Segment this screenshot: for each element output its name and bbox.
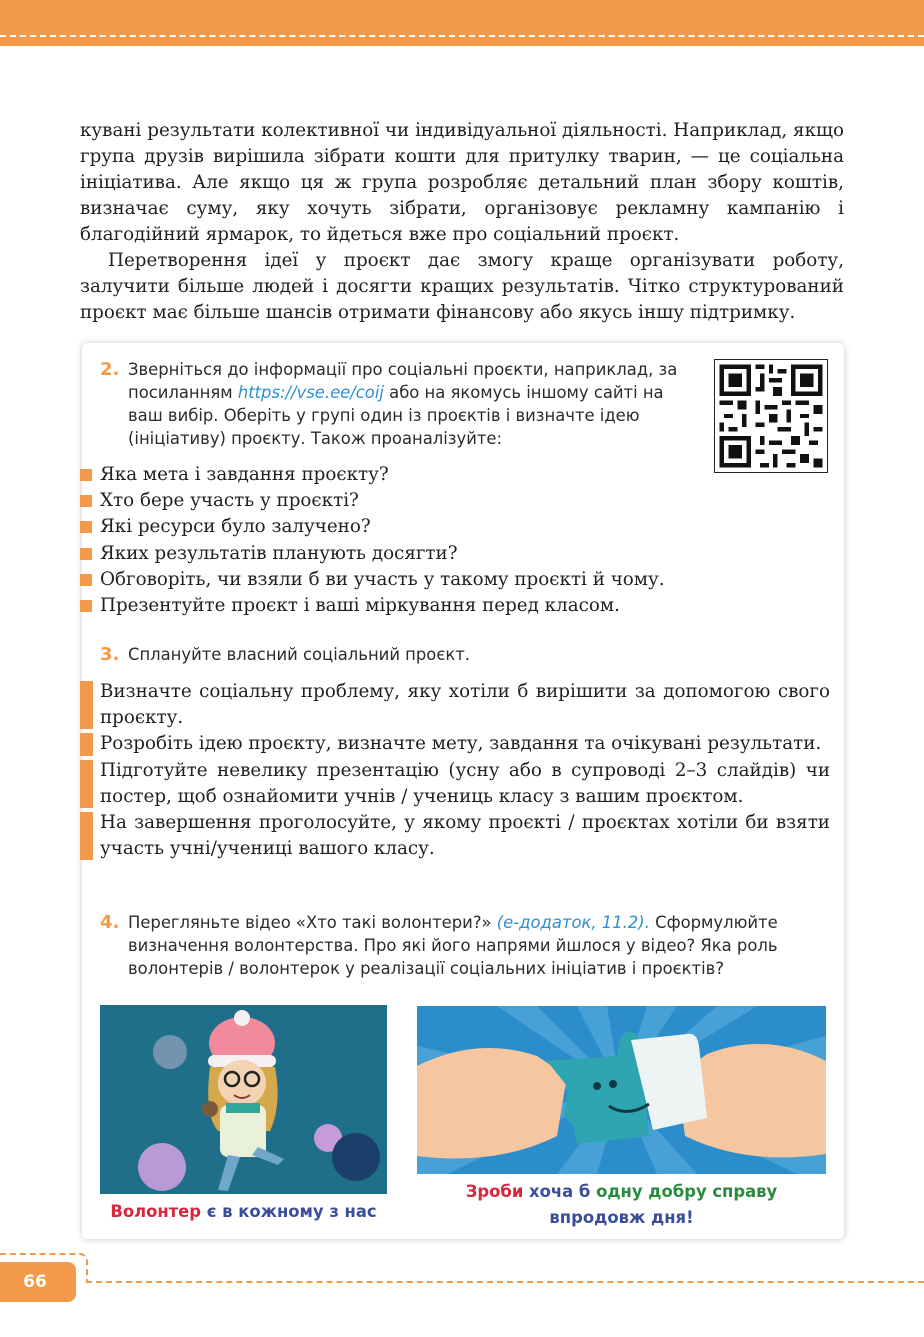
intro-paragraph-2: Перетворення ідеї у проєкт дає змогу краще організувати роботу, залучити більше людей і досягти кращих результатів. Чітко структурований проєкт має більше шансів отримати фінансову або якусь іншу підтримку. (80, 250, 844, 323)
page-number: 66 (23, 1272, 47, 1292)
task-3-number: 3. (100, 644, 120, 665)
task-3 (100, 643, 728, 666)
task-3-text: Сплануйте власний соціальний проєкт. (128, 645, 470, 664)
task-3-list (80, 679, 830, 862)
right-caption: Зроби хоча б одну добру справу впродовж дня! (465, 1182, 778, 1227)
bullet-bar-icon (80, 812, 93, 860)
list-item: Розробіть ідею проєкту, визначте мету, завдання та очікувані результати. (80, 731, 830, 757)
bullet-square-icon (80, 600, 92, 612)
list-item: Яких результатів планують досягти? (80, 541, 840, 567)
header-band (0, 0, 924, 46)
task-4-text-after: Сформулюйте визначення волонтерства. Про які його напрями йшлося у відео? Яка роль волонтерів / волонтерок у реалізації соціальних ініціатив і проєктів? (128, 913, 778, 978)
bullet-square-icon (80, 469, 92, 481)
intro-paragraph-1: кувані результати колективної чи індивідуальної діяльності. Наприклад, якщо група друзів вирішила зібрати кошти для притулку тварин, — це соціальна ініціатива. Але якщо ця ж група розробляє детальний план збору коштів, визначає суму, яку хочуть зібрати, організовує рекламну кампанію і благодійний ярмарок, то йдеться вже про соціальний проєкт. (80, 120, 844, 245)
bullet-square-icon (80, 521, 92, 533)
task-4 (100, 911, 828, 980)
volunteer-girl-illustration (100, 1005, 387, 1194)
list-item: Які ресурси було залучено? (80, 514, 840, 540)
list-item: Хто бере участь у проєкті? (80, 488, 840, 514)
footer-dashed-line (86, 1281, 924, 1283)
list-item: Яка мета і завдання проєкту? (80, 462, 840, 488)
qr-code-icon[interactable] (714, 359, 828, 473)
task-2-text-before: Зверніться до інформації про соціальні проєкти, наприклад, за посиланням (128, 360, 678, 402)
task-2-text-after: або на якомусь іншому сайті на ваш вибір. Оберіть у групі один із проєктів і визначте ідею (ініціативу) проєкту. Також проаналізуйте: (128, 383, 664, 448)
list-item: Визначте соціальну проблему, яку хотіли б вирішити за допомогою свого проєкту. (80, 679, 830, 731)
left-caption: Волонтер є в кожному з нас (110, 1202, 377, 1221)
task-4-number: 4. (100, 912, 120, 933)
bullet-square-icon (80, 495, 92, 507)
task-4-text-before: Перегляньте відео «Хто такі волонтери?» (128, 913, 492, 932)
list-item: Обговоріть, чи взяли б ви участь у такому проєкті й чому. (80, 567, 840, 593)
task-2-bullet-list (80, 462, 840, 619)
list-item: На завершення проголосуйте, у якому проєкті / проєктах хотіли би взяти участь учні/учениці вашого класу. (80, 810, 830, 862)
bullet-bar-icon (80, 760, 93, 808)
puzzle-hands-illustration (417, 1006, 826, 1174)
header-dashed-line (0, 35, 924, 37)
task-4-e-appendix-ref[interactable]: (е-додаток, 11.2). (496, 913, 650, 932)
bullet-bar-icon (80, 733, 93, 755)
bullet-square-icon (80, 548, 92, 560)
bullet-bar-icon (80, 681, 93, 729)
list-item: Підготуйте невелику презентацію (усну або в супроводі 2–3 слайдів) чи постер, щоб ознайомити учнів / учениць класу з вашим проєктом. (80, 758, 830, 810)
list-item: Презентуйте проєкт і ваші міркування перед класом. (80, 593, 840, 619)
task-2 (100, 358, 696, 450)
task-2-link[interactable]: https://vse.ee/coij (237, 383, 384, 402)
bullet-square-icon (80, 574, 92, 586)
task-2-number: 2. (100, 359, 120, 380)
intro-text (80, 118, 844, 326)
